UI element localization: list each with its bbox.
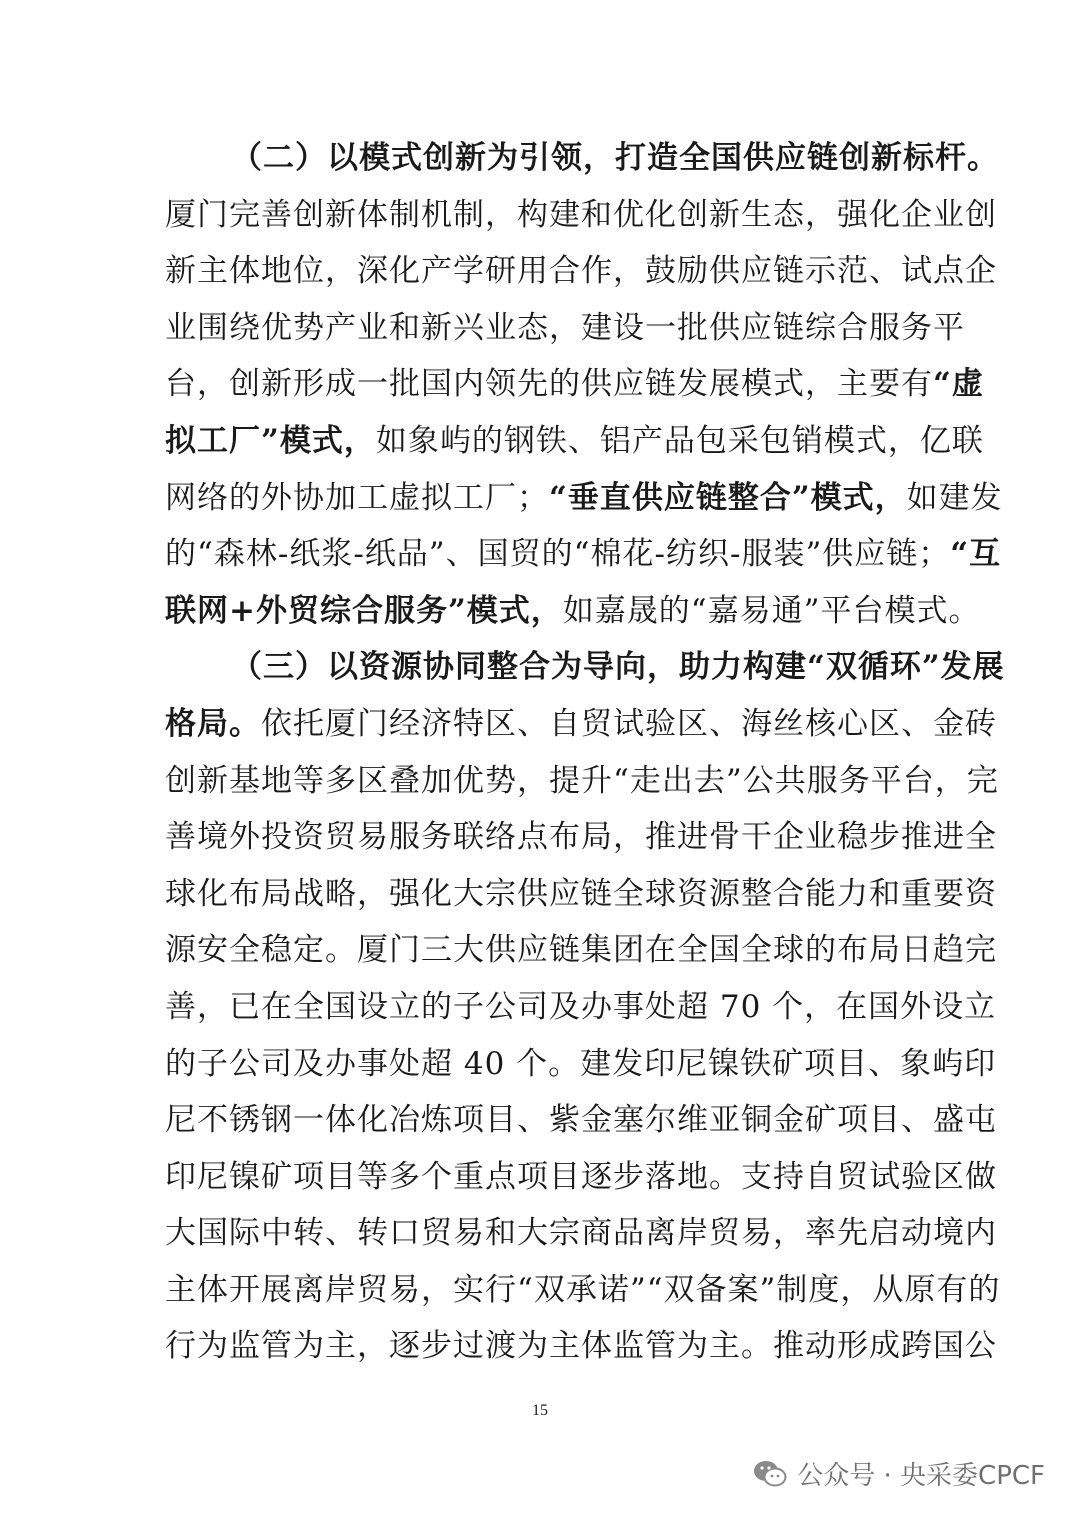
text-run: 创新基地等多区叠加优势，提升“走出去”公共服务平台，完 bbox=[165, 762, 999, 799]
text-run: 大国际中转、转口贸易和大宗商品离岸贸易，率先启动境内 bbox=[165, 1215, 997, 1252]
bold-text: “垂直供应链整合”模式， bbox=[549, 479, 907, 516]
text-line bbox=[165, 922, 997, 979]
bold-text: “虚 bbox=[933, 366, 984, 403]
text-run: 如象屿的钢铁、铝产品包采包销模式，亿联 bbox=[375, 422, 984, 459]
text-line bbox=[165, 696, 997, 753]
text-line bbox=[165, 526, 1002, 583]
text-line bbox=[165, 1318, 997, 1375]
watermark-text: 公众号 · 央采委CPCF bbox=[797, 1461, 1045, 1491]
text-run: 行为监管为主，逐步过渡为主体监管为主。推动形成跨国公 bbox=[165, 1328, 997, 1365]
bold-text: 联网+外贸综合服务”模式， bbox=[165, 592, 563, 629]
text-line bbox=[165, 753, 999, 810]
bold-text: “互 bbox=[950, 536, 1002, 573]
page-number: 15 bbox=[532, 1402, 548, 1419]
bold-text: 拟工厂”模式， bbox=[165, 422, 376, 459]
text-run: 如建发 bbox=[906, 479, 1003, 516]
bold-text: （二）以模式创新为引领，打造全国供应链创新标杆。 bbox=[231, 140, 999, 176]
text-line bbox=[165, 187, 997, 244]
text-run: 业围绕优势产业和新兴业态，建设一批供应链综合服务平 bbox=[165, 309, 965, 346]
text-line bbox=[165, 1092, 997, 1149]
text-run: 依托厦门经济特区、自贸试验区、海丝核心区、金砖 bbox=[261, 705, 997, 742]
document-body bbox=[165, 130, 1005, 1375]
text-line bbox=[165, 1262, 1001, 1319]
watermark bbox=[753, 1455, 1045, 1492]
text-line bbox=[165, 1149, 997, 1206]
text-run: 厦门完善创新体制机制，构建和优化创新生态，强化企业创 bbox=[165, 196, 997, 233]
text-line bbox=[165, 979, 997, 1036]
text-run: 善境外投资贸易服务联络点布局，推进骨干企业稳步推进全 bbox=[165, 819, 997, 856]
text-run: 的子公司及办事处超 40 个。建发印尼镍铁矿项目、象屿印 bbox=[165, 1045, 997, 1082]
text-line bbox=[165, 866, 997, 923]
text-run: 新主体地位，深化产学研用合作，鼓励供应链示范、试点企 bbox=[165, 253, 997, 290]
text-run: 印尼镍矿项目等多个重点项目逐步落地。支持自贸试验区做 bbox=[165, 1158, 997, 1195]
text-run: 台，创新形成一批国内领先的供应链发展模式，主要有 bbox=[165, 366, 933, 403]
text-run: 网络的外协加工虚拟工厂； bbox=[165, 479, 549, 516]
text-line bbox=[165, 130, 999, 187]
text-line bbox=[165, 243, 997, 300]
text-line bbox=[165, 470, 1003, 527]
text-line bbox=[165, 356, 984, 413]
text-line bbox=[165, 1036, 997, 1093]
text-run: 源安全稳定。厦门三大供应链集团在全国全球的布局日趋完 bbox=[165, 932, 997, 969]
text-line bbox=[165, 413, 984, 470]
text-line bbox=[165, 639, 1005, 696]
text-run: 尼不锈钢一体化冶炼项目、紫金塞尔维亚铜金矿项目、盛屯 bbox=[165, 1102, 997, 1139]
text-line bbox=[165, 583, 981, 640]
bold-text: （三）以资源协同整合为导向，助力构建“双循环”发展 bbox=[231, 649, 1005, 686]
text-line bbox=[165, 300, 965, 357]
wechat-icon bbox=[753, 1459, 787, 1489]
text-line bbox=[165, 1205, 997, 1262]
text-run: 的“森林-纸浆-纸品”、国贸的“棉花-纺织-服装”供应链； bbox=[165, 536, 951, 573]
bold-text: 格局。 bbox=[165, 705, 261, 742]
text-run: 主体开展离岸贸易，实行“双承诺”“双备案”制度，从原有的 bbox=[165, 1271, 1001, 1308]
text-run: 球化布局战略，强化大宗供应链全球资源整合能力和重要资 bbox=[165, 875, 997, 912]
text-run: 善，已在全国设立的子公司及办事处超 70 个，在国外设立 bbox=[165, 988, 997, 1025]
text-line bbox=[165, 809, 997, 866]
text-run: 如嘉晟的“嘉易通”平台模式。 bbox=[562, 592, 981, 629]
